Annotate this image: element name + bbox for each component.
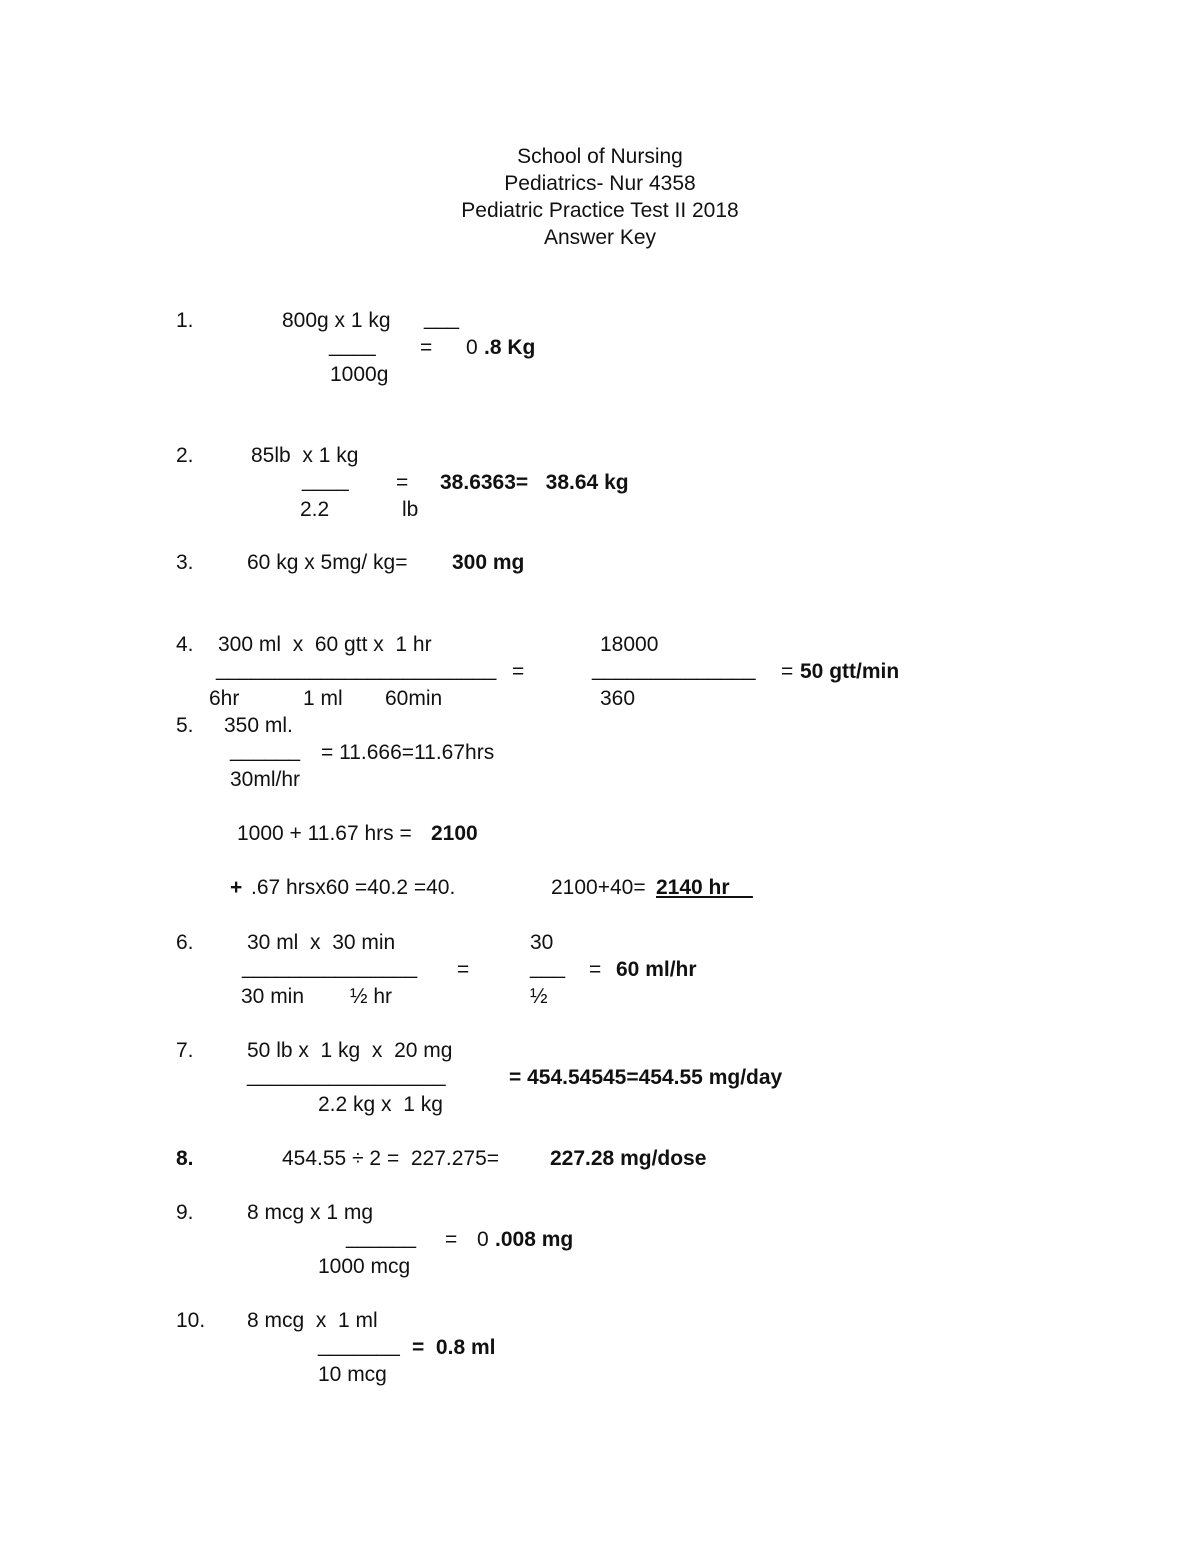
q5-step1-answer: 2100 xyxy=(431,822,478,845)
q6-numerator: 30 ml x 30 min xyxy=(247,931,396,954)
q4-denominator-c: 60min xyxy=(385,687,443,710)
q9-equals: = xyxy=(445,1228,458,1251)
q6-result-equals: = xyxy=(589,958,602,981)
q5-numerator: 350 ml. xyxy=(224,714,293,737)
q10-number: 10. xyxy=(176,1309,206,1332)
header-answer-key: Answer Key xyxy=(543,226,657,249)
q6-denominator-2: ½ xyxy=(530,985,548,1008)
q5-step2-sum: 2100+40= xyxy=(551,876,646,899)
q5-step2-answer: 2140 hr xyxy=(656,876,753,899)
q4-denominator-2: 360 xyxy=(600,687,636,710)
q2-equals: = xyxy=(396,471,409,494)
q2-numerator: 85lb x 1 kg xyxy=(251,444,359,467)
q4-fraction-line-2: ______________ xyxy=(592,658,756,681)
q4-number: 4. xyxy=(176,633,194,656)
q1-number: 1. xyxy=(176,309,194,332)
q4-numerator-2: 18000 xyxy=(600,633,659,656)
header-course: Pediatrics- Nur 4358 xyxy=(504,172,696,195)
q5-number: 5. xyxy=(176,714,194,737)
q1-equals: = xyxy=(420,336,433,359)
q8-number: 8. xyxy=(176,1147,194,1170)
q5-denominator: 30ml/hr xyxy=(230,768,301,791)
q9-answer: .008 mg xyxy=(495,1228,574,1251)
q6-fraction-line: _______________ xyxy=(242,956,418,979)
q10-answer: = 0.8 ml xyxy=(412,1336,496,1359)
q4-answer: 50 gtt/min xyxy=(800,660,900,683)
q6-numerator-2: 30 xyxy=(530,931,554,954)
q9-numerator: 8 mcg x 1 mg xyxy=(247,1201,374,1224)
q5-fraction-line: ______ xyxy=(230,739,301,762)
q4-equals: = xyxy=(512,660,525,683)
q4-denominator-a: 6hr xyxy=(209,687,240,710)
q7-answer: = 454.54545=454.55 mg/day xyxy=(509,1066,783,1089)
q4-fraction-line: ________________________ xyxy=(216,658,497,681)
q5-result: = 11.666=11.67hrs xyxy=(321,741,495,764)
q10-numerator: 8 mcg x 1 ml xyxy=(247,1309,378,1332)
q9-fraction-line: ______ xyxy=(346,1226,417,1249)
q4-denominator-b: 1 ml xyxy=(303,687,343,710)
q9-denominator: 1000 mcg xyxy=(318,1255,411,1278)
q2-fraction-line: ____ xyxy=(302,469,349,492)
q10-denominator: 10 mcg xyxy=(318,1363,387,1386)
q3-expression: 60 kg x 5mg/ kg= xyxy=(247,551,408,574)
q6-denominator-b: ½ hr xyxy=(350,985,393,1008)
header-test: Pediatric Practice Test II 2018 xyxy=(461,199,739,222)
q1-top-line: ___ xyxy=(424,307,460,330)
q1-denominator: 1000g xyxy=(330,363,389,386)
q6-denominator-a: 30 min xyxy=(241,985,305,1008)
q6-answer: 60 ml/hr xyxy=(616,958,697,981)
q1-answer: .8 Kg xyxy=(484,336,536,359)
q2-denominator: 2.2 xyxy=(300,498,330,521)
q7-number: 7. xyxy=(176,1039,194,1062)
q1-zero: 0 xyxy=(466,336,478,359)
q10-fraction-line: _______ xyxy=(318,1334,400,1357)
q4-numerator: 300 ml x 60 gtt x 1 hr xyxy=(218,633,432,656)
q2-answer: 38.6363= 38.64 kg xyxy=(440,471,629,494)
q5-step2-plus: + xyxy=(230,876,243,899)
q3-number: 3. xyxy=(176,551,194,574)
q5-step2-expression: .67 hrsx60 =40.2 =40. xyxy=(251,876,456,899)
q9-number: 9. xyxy=(176,1201,194,1224)
q6-number: 6. xyxy=(176,931,194,954)
q7-numerator: 50 lb x 1 kg x 20 mg xyxy=(247,1039,453,1062)
q1-fraction-line: ____ xyxy=(329,334,376,357)
q3-answer: 300 mg xyxy=(452,551,525,574)
header-school: School of Nursing xyxy=(517,145,683,168)
q4-result-equals: = xyxy=(781,660,794,683)
q2-number: 2. xyxy=(176,444,194,467)
q5-step1-expression: 1000 + 11.67 hrs = xyxy=(237,822,412,845)
q9-zero: 0 xyxy=(477,1228,489,1251)
q7-fraction-line: _________________ xyxy=(247,1064,446,1087)
q6-fraction-line-2: ___ xyxy=(530,956,566,979)
q8-answer: 227.28 mg/dose xyxy=(550,1147,707,1170)
q1-numerator: 800g x 1 kg xyxy=(282,309,391,332)
q6-equals: = xyxy=(457,958,470,981)
q7-denominator: 2.2 kg x 1 kg xyxy=(318,1093,443,1116)
q2-denominator-unit: lb xyxy=(402,498,419,521)
q8-expression: 454.55 ÷ 2 = 227.275= xyxy=(282,1147,500,1170)
